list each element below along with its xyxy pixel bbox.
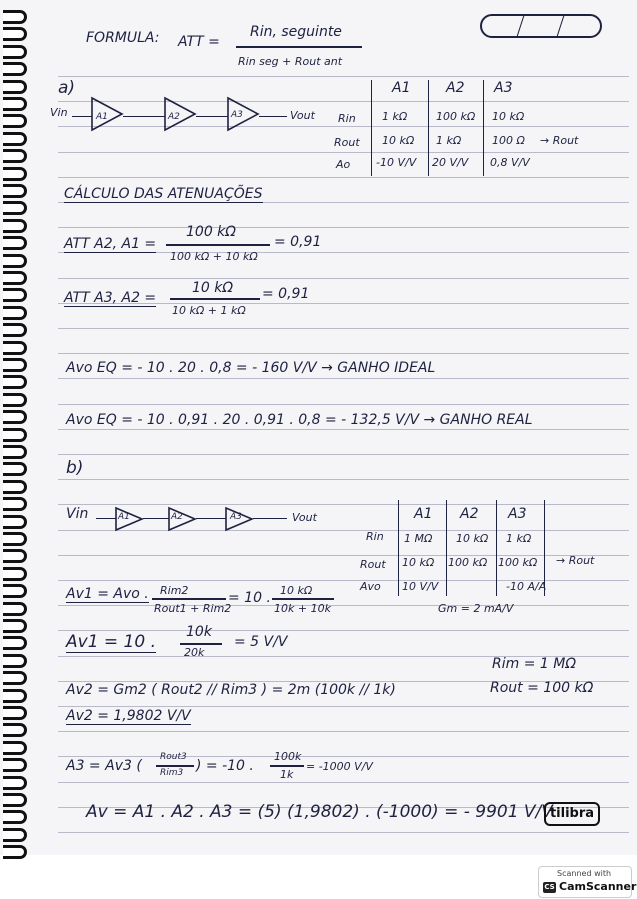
table-a-cell: 100 kΩ xyxy=(436,110,476,123)
spiral-ring xyxy=(3,428,27,442)
ruled-line xyxy=(58,101,629,102)
ruled-line xyxy=(58,177,629,178)
spiral-ring xyxy=(3,149,27,163)
att1-num: 100 kΩ xyxy=(186,224,236,240)
ruled-line xyxy=(58,227,629,228)
ruled-line xyxy=(58,630,629,631)
table-a-cell: 1 kΩ xyxy=(436,134,462,147)
circuit-a-vin: Vin xyxy=(50,106,68,119)
table-b-cell: 100 kΩ xyxy=(498,556,538,569)
part-a-label: a) xyxy=(58,78,76,98)
table-b-row-label-rin: Rin xyxy=(366,530,384,543)
table-b-header-1: A1 xyxy=(414,506,433,522)
ruled-line xyxy=(58,731,629,732)
spiral-ring xyxy=(3,45,27,59)
spiral-ring xyxy=(3,776,27,790)
att2-result: = 0,91 xyxy=(262,286,310,302)
part-b-label: b) xyxy=(66,458,84,478)
av1-formula-den: Rout1 + Rim2 xyxy=(154,602,232,615)
table-b-cell: 100 kΩ xyxy=(448,556,488,569)
ruled-line xyxy=(58,756,629,757)
spiral-ring xyxy=(3,358,27,372)
a3-formula-mid: ) = -10 . xyxy=(196,758,254,774)
spiral-ring xyxy=(3,288,27,302)
table-a-cell: 100 Ω xyxy=(492,134,525,147)
ruled-line xyxy=(58,353,629,354)
ruled-line xyxy=(58,404,629,405)
camscanner-logo-icon: CS xyxy=(544,883,555,891)
circuit-a-amp-1: A1 xyxy=(96,112,108,122)
a3-formula-den: Rim3 xyxy=(160,768,184,778)
spiral-ring xyxy=(3,27,27,41)
table-a-cell: 0,8 V/V xyxy=(490,156,530,169)
ruled-line xyxy=(58,278,629,279)
spiral-ring xyxy=(3,689,27,703)
table-a-header-1: A1 xyxy=(392,80,411,96)
ruled-line xyxy=(58,152,629,153)
ruled-line xyxy=(58,76,629,77)
spiral-ring xyxy=(3,445,27,459)
circuit-b-amp-2: A2 xyxy=(171,512,183,522)
spiral-ring xyxy=(3,80,27,94)
spiral-ring xyxy=(3,654,27,668)
table-b-cell: 1 kΩ xyxy=(506,532,532,545)
av1-result-lhs: Av1 = 10 . xyxy=(66,632,156,652)
table-a-cell: 20 V/V xyxy=(432,156,469,169)
av1-formula-den2: 10k + 10k xyxy=(274,602,331,615)
table-a-header-3: A3 xyxy=(494,80,513,96)
circuit-a-amp-2: A2 xyxy=(168,112,180,122)
av1-result-value: = 5 V/V xyxy=(234,634,288,650)
formula-denominator: Rin seg + Rout ant xyxy=(238,55,343,68)
spiral-ring xyxy=(3,184,27,198)
rim-note: Rim = 1 MΩ xyxy=(492,656,577,672)
spiral-ring xyxy=(3,793,27,807)
spiral-ring xyxy=(3,480,27,494)
att2-den: 10 kΩ + 1 kΩ xyxy=(172,304,246,317)
av1-result-fraction-bar xyxy=(180,643,222,645)
table-a-cell: 10 kΩ xyxy=(382,134,415,147)
ruled-line xyxy=(58,126,629,127)
spiral-ring xyxy=(3,219,27,233)
spiral-ring xyxy=(3,636,27,650)
att1-fraction-bar xyxy=(166,244,270,246)
att2-lhs: ATT A3, A2 = xyxy=(64,290,157,306)
av2-formula: Av2 = Gm2 ( Rout2 // Rim3 ) = 2m (100k // 1k) xyxy=(66,682,396,698)
a3-formula-den2: 1k xyxy=(280,768,294,781)
spiral-ring xyxy=(3,271,27,285)
table-b-rout-note: → Rout xyxy=(556,554,595,567)
tilibra-logo: tilibra xyxy=(544,802,600,826)
spiral-ring xyxy=(3,10,27,24)
av1-fraction-bar-2 xyxy=(272,598,334,600)
a3-formula-lhs: A3 = Av3 ( xyxy=(66,758,142,774)
table-a-row-label-ao: Ao xyxy=(336,158,351,171)
av1-result-den: 20k xyxy=(184,646,205,659)
spiral-ring xyxy=(3,97,27,111)
circuit-a-vout: Vout xyxy=(290,109,315,122)
spiral-ring xyxy=(3,845,27,859)
av1-result-num: 10k xyxy=(186,624,212,640)
table-b-row-label-avo: Avo xyxy=(360,580,381,593)
circuit-a-amp-3: A3 xyxy=(231,110,243,120)
ruled-line xyxy=(58,479,629,480)
av1-formula-num2: 10 kΩ xyxy=(280,584,313,597)
table-b-row-label-rout: Rout xyxy=(360,558,386,571)
spiral-ring xyxy=(3,810,27,824)
av1-fraction-bar xyxy=(152,598,226,600)
spiral-ring xyxy=(3,132,27,146)
spiral-ring xyxy=(3,114,27,128)
circuit-b-vin: Vin xyxy=(66,506,89,522)
spiral-ring xyxy=(3,201,27,215)
table-b-cell: 10 kΩ xyxy=(402,556,435,569)
camscanner-badge xyxy=(538,866,637,898)
avo-eq-real: Avo EQ = - 10 . 0,91 . 20 . 0,91 . 0,8 = - 132,5 V/V → GANHO REAL xyxy=(66,412,533,428)
a3-fraction-bar xyxy=(156,765,194,767)
table-a-rout-note: → Rout xyxy=(540,134,579,147)
circuit-b-vout: Vout xyxy=(292,511,317,524)
formula-numerator: Rin, seguinte xyxy=(250,24,342,40)
att1-result: = 0,91 xyxy=(274,234,322,250)
av1-formula-lhs: Av1 = Avo . xyxy=(66,586,149,602)
spiral-ring xyxy=(3,741,27,755)
table-a-header-2: A2 xyxy=(446,80,465,96)
date-box xyxy=(480,14,602,38)
table-b-header-3: A3 xyxy=(508,506,527,522)
ruled-line xyxy=(58,782,629,783)
camscanner-name: CamScanner xyxy=(559,880,637,893)
spiral-ring xyxy=(3,584,27,598)
rout-note: Rout = 100 kΩ xyxy=(490,680,594,696)
spiral-ring xyxy=(3,619,27,633)
table-a-cell: 10 kΩ xyxy=(492,110,525,123)
ruled-line xyxy=(58,706,629,707)
spiral-ring xyxy=(3,758,27,772)
table-b-cell: -10 A/A xyxy=(506,580,547,593)
gm-note: Gm = 2 mA/V xyxy=(438,602,514,615)
spiral-ring xyxy=(3,254,27,268)
ruled-line xyxy=(58,454,629,455)
spiral-ring xyxy=(3,341,27,355)
spiral-ring xyxy=(3,706,27,720)
table-a-row-label-rin: Rin xyxy=(338,112,356,125)
spiral-ring xyxy=(3,236,27,250)
av1-formula-num: Rim2 xyxy=(160,584,189,597)
circuit-b-amp-3: A3 xyxy=(230,512,242,522)
table-b-cell: 10 kΩ xyxy=(456,532,489,545)
ruled-line xyxy=(58,328,629,329)
ruled-line xyxy=(58,605,629,606)
spiral-ring xyxy=(3,602,27,616)
spiral-ring xyxy=(3,462,27,476)
ruled-line xyxy=(58,378,629,379)
table-b-cell: 1 MΩ xyxy=(404,532,433,545)
formula-fraction-bar xyxy=(236,46,362,48)
spiral-ring xyxy=(3,167,27,181)
table-b-header-2: A2 xyxy=(460,506,479,522)
a3-formula-num: Rout3 xyxy=(160,752,187,762)
att2-fraction-bar xyxy=(170,298,260,300)
ruled-line xyxy=(58,832,629,833)
spiral-ring xyxy=(3,723,27,737)
circuit-b-amp-1: A1 xyxy=(118,512,130,522)
spiral-ring xyxy=(3,549,27,563)
scanned-with-text: Scanned with xyxy=(557,869,612,878)
table-a-row-label-rout: Rout xyxy=(334,136,360,149)
formula-label: FORMULA: xyxy=(86,30,160,46)
spiral-ring xyxy=(3,671,27,685)
table-b-cell: 10 V/V xyxy=(402,580,439,593)
spiral-ring xyxy=(3,828,27,842)
att2-num: 10 kΩ xyxy=(192,280,234,296)
ruled-line xyxy=(58,429,629,430)
av1-formula-mid: = 10 . xyxy=(228,590,271,606)
a3-formula-num2: 100k xyxy=(274,750,302,763)
spiral-ring xyxy=(3,410,27,424)
final-result: Av = A1 . A2 . A3 = (5) (1,9802) . (-1000) = - 9901 V/V xyxy=(86,802,553,822)
a3-fraction-bar-2 xyxy=(270,765,304,767)
spiral-ring xyxy=(3,375,27,389)
avo-eq-ideal: Avo EQ = - 10 . 20 . 0,8 = - 160 V/V → GANHO IDEAL xyxy=(66,360,436,376)
a3-formula-result: = -1000 V/V xyxy=(306,760,373,773)
spiral-ring xyxy=(3,567,27,581)
spiral-ring xyxy=(3,497,27,511)
table-a-cell: 1 kΩ xyxy=(382,110,408,123)
formula-lhs: ATT = xyxy=(178,34,220,50)
av2-result: Av2 = 1,9802 V/V xyxy=(66,708,191,724)
att1-lhs: ATT A2, A1 = xyxy=(64,236,157,252)
table-a-cell: -10 V/V xyxy=(376,156,417,169)
spiral-ring xyxy=(3,62,27,76)
spiral-ring xyxy=(3,515,27,529)
calc-title: CÁLCULO DAS ATENUAÇÕES xyxy=(64,186,263,202)
att1-den: 100 kΩ + 10 kΩ xyxy=(170,250,258,263)
spiral-ring xyxy=(3,306,27,320)
spiral-ring xyxy=(3,323,27,337)
spiral-ring xyxy=(3,532,27,546)
spiral-ring xyxy=(3,393,27,407)
